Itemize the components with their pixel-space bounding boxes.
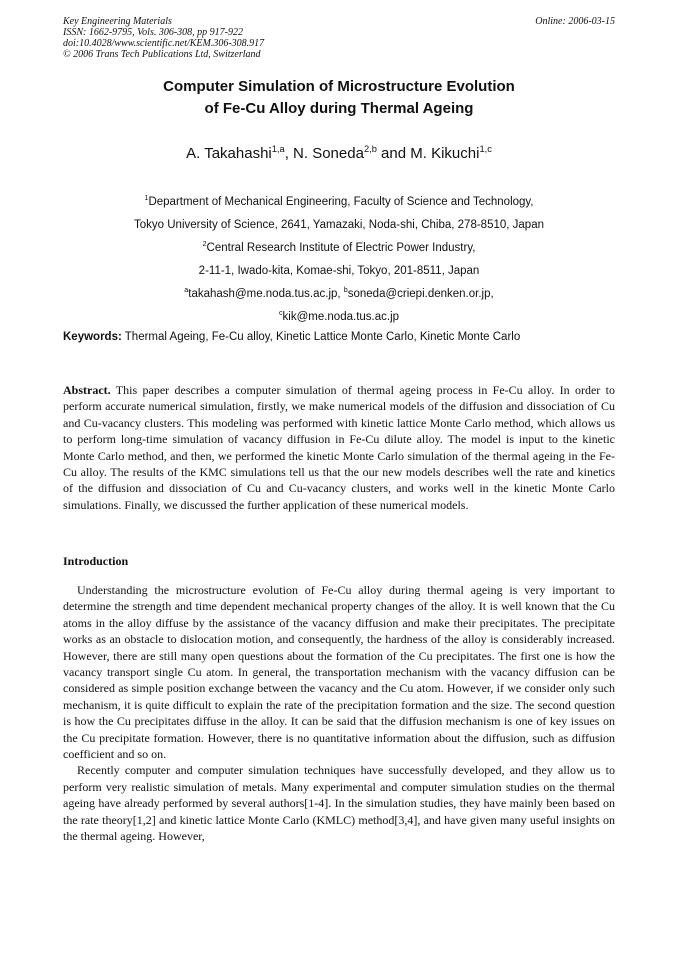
affiliation-sup: 2 xyxy=(202,240,207,249)
email-address: kik@me.noda.tus.ac.jp xyxy=(282,311,400,323)
affiliation-1-line-1 xyxy=(0,191,678,214)
abstract-text: This paper describes a computer simulation of thermal ageing process in Fe-Cu alloy. In order to perform accurate numerical simulation, firstly, we make numerical models of the diffusion and dissociation of Cu and Cu-vacancy clusters. This modeling was performed with kinetic lattice Monte Carlo method, which allows us to perform long-time simulation of vacancy diffusion in Fe-Cu dilute alloy. The model is input to the kinetic Monte Carlo method, and then, we performed the kinetic Monte Carlo simulation of the thermal ageing in the Fe-Cu alloy. The results of the KMC simulations tell us that the our new models describes well the rate and kinetics of the diffusion and dissociation of Cu and Cu-vacancy clusters, and works well in the kinetic Monte Carlo simulations. Finally, we discussed the further application of these numerical models. xyxy=(63,383,615,512)
title-line-2: of Fe-Cu Alloy during Thermal Ageing xyxy=(204,100,474,117)
author-affil-sup: 2,b xyxy=(363,144,377,154)
title-line-1: Computer Simulation of Microstructure Evolution xyxy=(163,78,515,95)
intro-paragraph-2: Recently computer and computer simulation techniques have successfully developed, and they allow us to perform very realistic simulation of metals. Many experimental and computer simulation studies on the thermal ageing have already performed by several authors[1-4]. In the simulation studies, they have mainly been based on the rate theory[1,2] and kinetic lattice Monte Carlo (KMLC) method[3,4], and have given many useful insights on the thermal ageing. However, xyxy=(63,763,615,844)
affiliation-1-line-2: Tokyo University of Science, 2641, Yamazaki, Noda-shi, Chiba, 278-8510, Japan xyxy=(134,219,544,231)
email-sup: b xyxy=(343,286,348,295)
email-sup: c xyxy=(278,309,283,318)
author-name: A. Takahashi xyxy=(186,145,272,162)
affiliation-text: Central Research Institute of Electric Power Industry, xyxy=(206,242,476,254)
journal-issn: ISSN: 1662-9795, Vols. 306-308, pp 917-922 xyxy=(63,27,243,38)
affiliation-2-line-2: 2-11-1, Iwado-kita, Komae-shi, Tokyo, 201-8511, Japan xyxy=(198,265,480,277)
author-list xyxy=(0,144,678,164)
journal-copyright: © 2006 Trans Tech Publications Ltd, Switzerland xyxy=(63,49,261,60)
paper-title xyxy=(0,76,678,120)
introduction-body xyxy=(63,582,615,845)
affiliation-2-line-1 xyxy=(0,237,678,260)
email-line-2 xyxy=(0,306,678,329)
author-separator: , xyxy=(284,145,294,162)
journal-doi: doi:10.4028/www.scientific.net/KEM.306-308.917 xyxy=(63,38,265,49)
affiliations xyxy=(0,191,678,329)
abstract xyxy=(63,382,615,513)
keywords-text: Thermal Ageing, Fe-Cu alloy, Kinetic Lattice Monte Carlo, Kinetic Monte Carlo xyxy=(121,331,521,343)
keywords-label: Keywords: xyxy=(63,331,122,343)
journal-name: Key Engineering Materials xyxy=(63,16,172,27)
keywords xyxy=(63,329,623,345)
section-heading-introduction: Introduction xyxy=(63,554,129,568)
email-sup: a xyxy=(184,286,189,295)
author-name: N. Soneda xyxy=(293,145,364,162)
author-affil-sup: 1,a xyxy=(271,144,285,154)
abstract-label: Abstract. xyxy=(63,383,111,397)
online-date: Online: 2006-03-15 xyxy=(535,16,615,27)
author-separator: and xyxy=(376,145,411,162)
email-address: soneda@criepi.denken.or.jp, xyxy=(347,288,494,300)
email-line-1 xyxy=(0,283,678,306)
author-name: M. Kikuchi xyxy=(410,145,480,162)
intro-paragraph-1: Understanding the microstructure evolution of Fe-Cu alloy during thermal ageing is very important to determine the strength and time dependent mechanical property changes of the alloy. It is well known that the Cu atoms in the alloy diffuse by the assistance of the vacancy diffusion and make their precipitates. The precipitate works as an obstacle to dislocation motion, and consequently, the hardness of the alloy is considerably increased. However, there are still many open questions about the formation of the Cu precipitates. The first one is how the vacancy transport single Cu atom. In general, the transportation mechanism with the vacancy diffusion can be considered as simple position exchange between the vacancy and the Cu atom. However, if we consider only such mechanism, it is quite difficult to explain the rate of the precipitation formation and the size. The second question is how the Cu precipitates diffuse in the alloy. It can be said that the diffusion mechanism is one of key issues on the Cu precipitate formation. However, there is no quantitative information about the diffusion, such as diffusion coefficient and so on. xyxy=(63,583,615,762)
affiliation-text: Department of Mechanical Engineering, Faculty of Science and Technology, xyxy=(148,196,534,208)
affiliation-sup: 1 xyxy=(144,194,149,203)
author-affil-sup: 1,c xyxy=(479,144,492,154)
journal-header xyxy=(63,16,264,60)
email-address: takahash@me.noda.tus.ac.jp, xyxy=(188,288,344,300)
